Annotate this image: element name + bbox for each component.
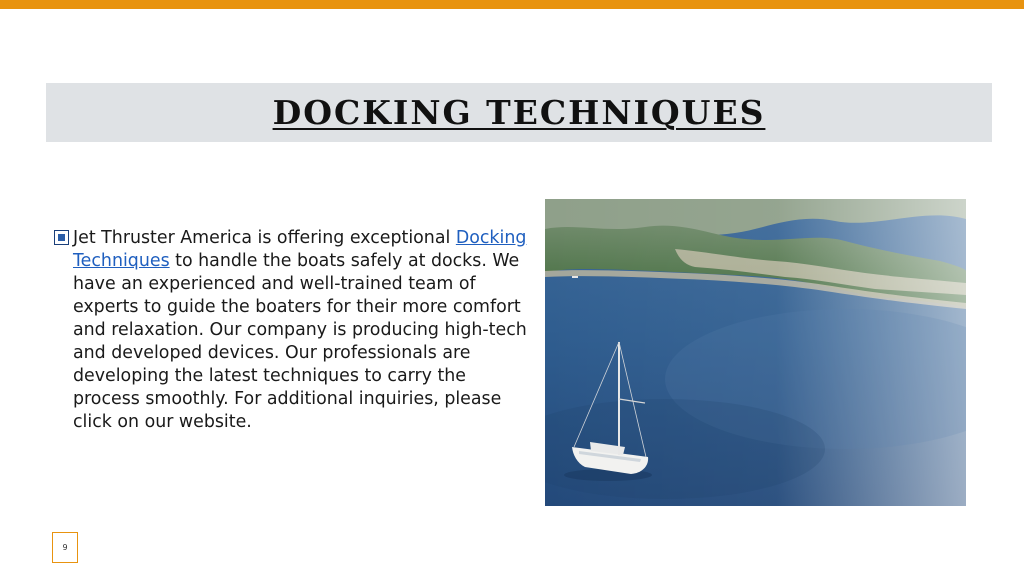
page-number: 9 bbox=[52, 532, 78, 563]
top-accent-bar bbox=[0, 0, 1024, 9]
sailboat-bay-photo bbox=[545, 199, 966, 506]
paragraph-intro: Jet Thruster America is offering exceptional bbox=[73, 228, 456, 248]
slide-title: DOCKING TECHNIQUES bbox=[272, 93, 766, 132]
body-paragraph bbox=[54, 227, 532, 434]
title-band bbox=[46, 83, 992, 142]
square-bullet-icon bbox=[54, 230, 69, 245]
docking-techniques-link[interactable]: Docking Techniques bbox=[73, 228, 527, 271]
paragraph-rest: to handle the boats safely at docks. We have an experienced and well-trained team of experts to guide the boaters for their more comfort and relaxation. Our company is producing high-tech and developed devices. Our professionals are developing the latest techniques to carry the process smoothly. For additional inquiries, please click on our website. bbox=[73, 251, 527, 432]
